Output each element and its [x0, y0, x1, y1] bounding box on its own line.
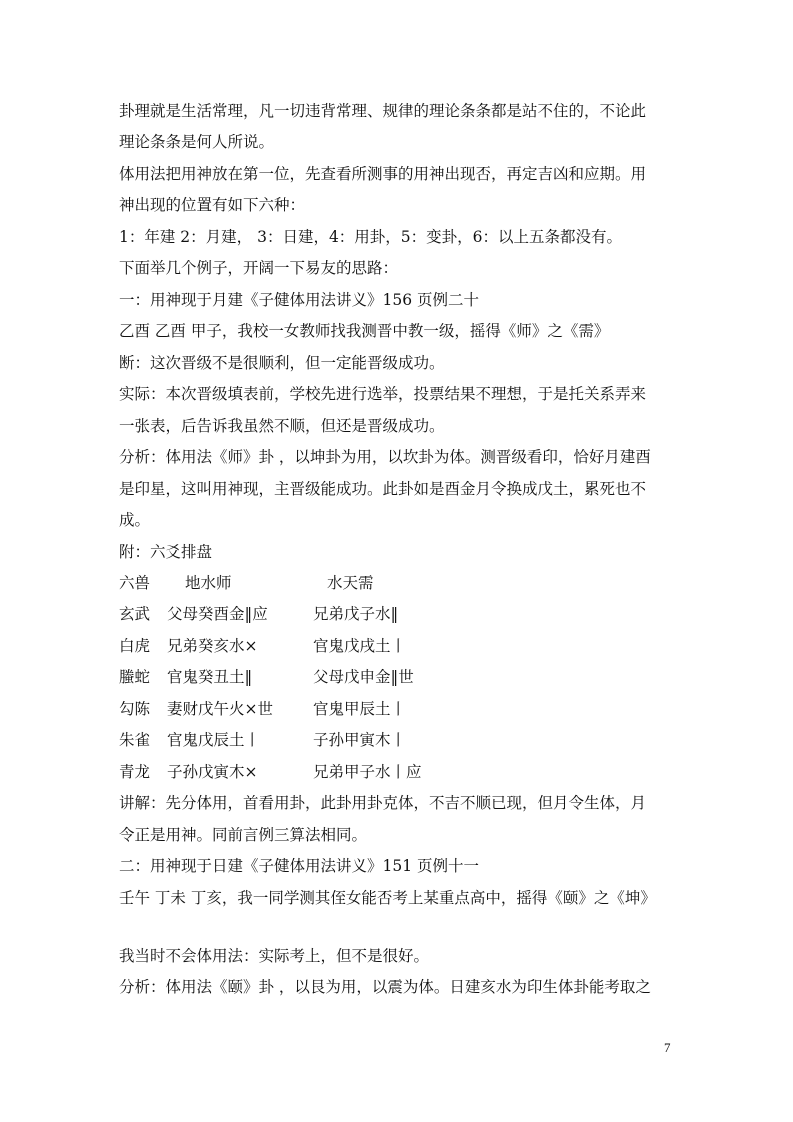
text-line: 分析：体用法《颐》卦 ，以艮为用，以震为体。日建亥水为印生体卦能考取之 [119, 978, 651, 996]
hexagram-cell: 官鬼癸丑土‖ [167, 668, 253, 686]
text-line: 我当时不会体用法：实际考上，但不是很好。 [119, 947, 430, 965]
hexagram-cell: 朱雀 [119, 731, 151, 749]
hexagram-cell: 父母癸酉金‖应 [167, 605, 268, 623]
text-line: 断：这次晋级不是很顺利，但一定能晋级成功。 [119, 354, 445, 372]
hexagram-cell: 兄弟癸亥水× [167, 637, 258, 655]
page-number: 7 [664, 1040, 671, 1055]
text-line: 下面举几个例子，开阔一下易友的思路： [119, 259, 399, 277]
hexagram-header-cell: 六兽 [119, 574, 151, 592]
text-line: 乙酉 乙酉 甲子，我校一女教师找我测晋中教一级，摇得《师》之《需》 [119, 322, 610, 340]
hexagram-cell: 官鬼戊戌土丨 [313, 637, 407, 655]
hexagram-cell: 兄弟甲子水丨应 [313, 763, 422, 781]
text-line: 实际：本次晋级填表前，学校先进行选举，投票结果不理想，于是托关系弄来 [119, 385, 647, 403]
text-line: 神出现的位置有如下六种： [119, 196, 306, 214]
text-line: 壬午 丁未 丁亥，我一同学测其侄女能否考上某重点高中，摇得《颐》之《坤》 [119, 889, 656, 907]
text-line: 卦理就是生活常理，凡一切违背常理、规律的理论条条都是站不住的，不论此 [119, 102, 647, 120]
text-line: 令正是用神。同前言例三算法相同。 [119, 826, 368, 844]
text-line: 成。 [119, 511, 151, 529]
text-line: 讲解：先分体用，首看用卦，此卦用卦克体，不吉不顺已现，但月令生体，月 [119, 794, 647, 812]
hexagram-cell: 兄弟戊子水‖ [313, 605, 399, 623]
hexagram-cell: 螣蛇 [119, 668, 151, 686]
hexagram-cell: 妻财戊午火×世 [167, 700, 273, 718]
hexagram-cell: 玄武 [119, 605, 151, 623]
hexagram-cell: 青龙 [119, 763, 151, 781]
text-line: 一张表，后告诉我虽然不顺，但还是晋级成功。 [119, 417, 445, 435]
hexagram-header-cell: 地水师 [185, 574, 232, 592]
hexagram-cell: 白虎 [119, 637, 151, 655]
hexagram-header-cell: 水天需 [327, 574, 374, 592]
hexagram-cell: 父母戊申金‖世 [313, 668, 414, 686]
text-line: 分析：体用法《师》卦 ，以坤卦为用，以坎卦为体。测晋级看印，恰好月建酉 [119, 448, 651, 466]
text-line: 体用法把用神放在第一位，先查看所测事的用神出现否，再定吉凶和应期。用 [119, 165, 647, 183]
hexagram-cell: 勾陈 [119, 700, 151, 718]
section-heading: 二：用神现于日建《子健体用法讲义》151 页例十一 [119, 857, 480, 875]
text-line: 是印星，这叫用神现，主晋级能成功。此卦如是酉金月令换成戊土，累死也不 [119, 480, 647, 498]
hexagram-cell: 官鬼戊辰土丨 [167, 731, 261, 749]
hexagram-cell: 子孙戊寅木× [167, 763, 258, 781]
text-line: 理论条条是何人所说。 [119, 133, 275, 151]
hexagram-cell: 子孙甲寅木丨 [313, 731, 407, 749]
hexagram-cell: 官鬼甲辰土丨 [313, 700, 407, 718]
section-heading: 一：用神现于月建《子健体用法讲义》156 页例二十 [119, 291, 480, 309]
text-line: 附：六爻排盘 [119, 543, 213, 561]
text-line: 1：年建 2：月建， 3：日建，4：用卦，5：变卦，6：以上五条都没有。 [119, 228, 623, 246]
